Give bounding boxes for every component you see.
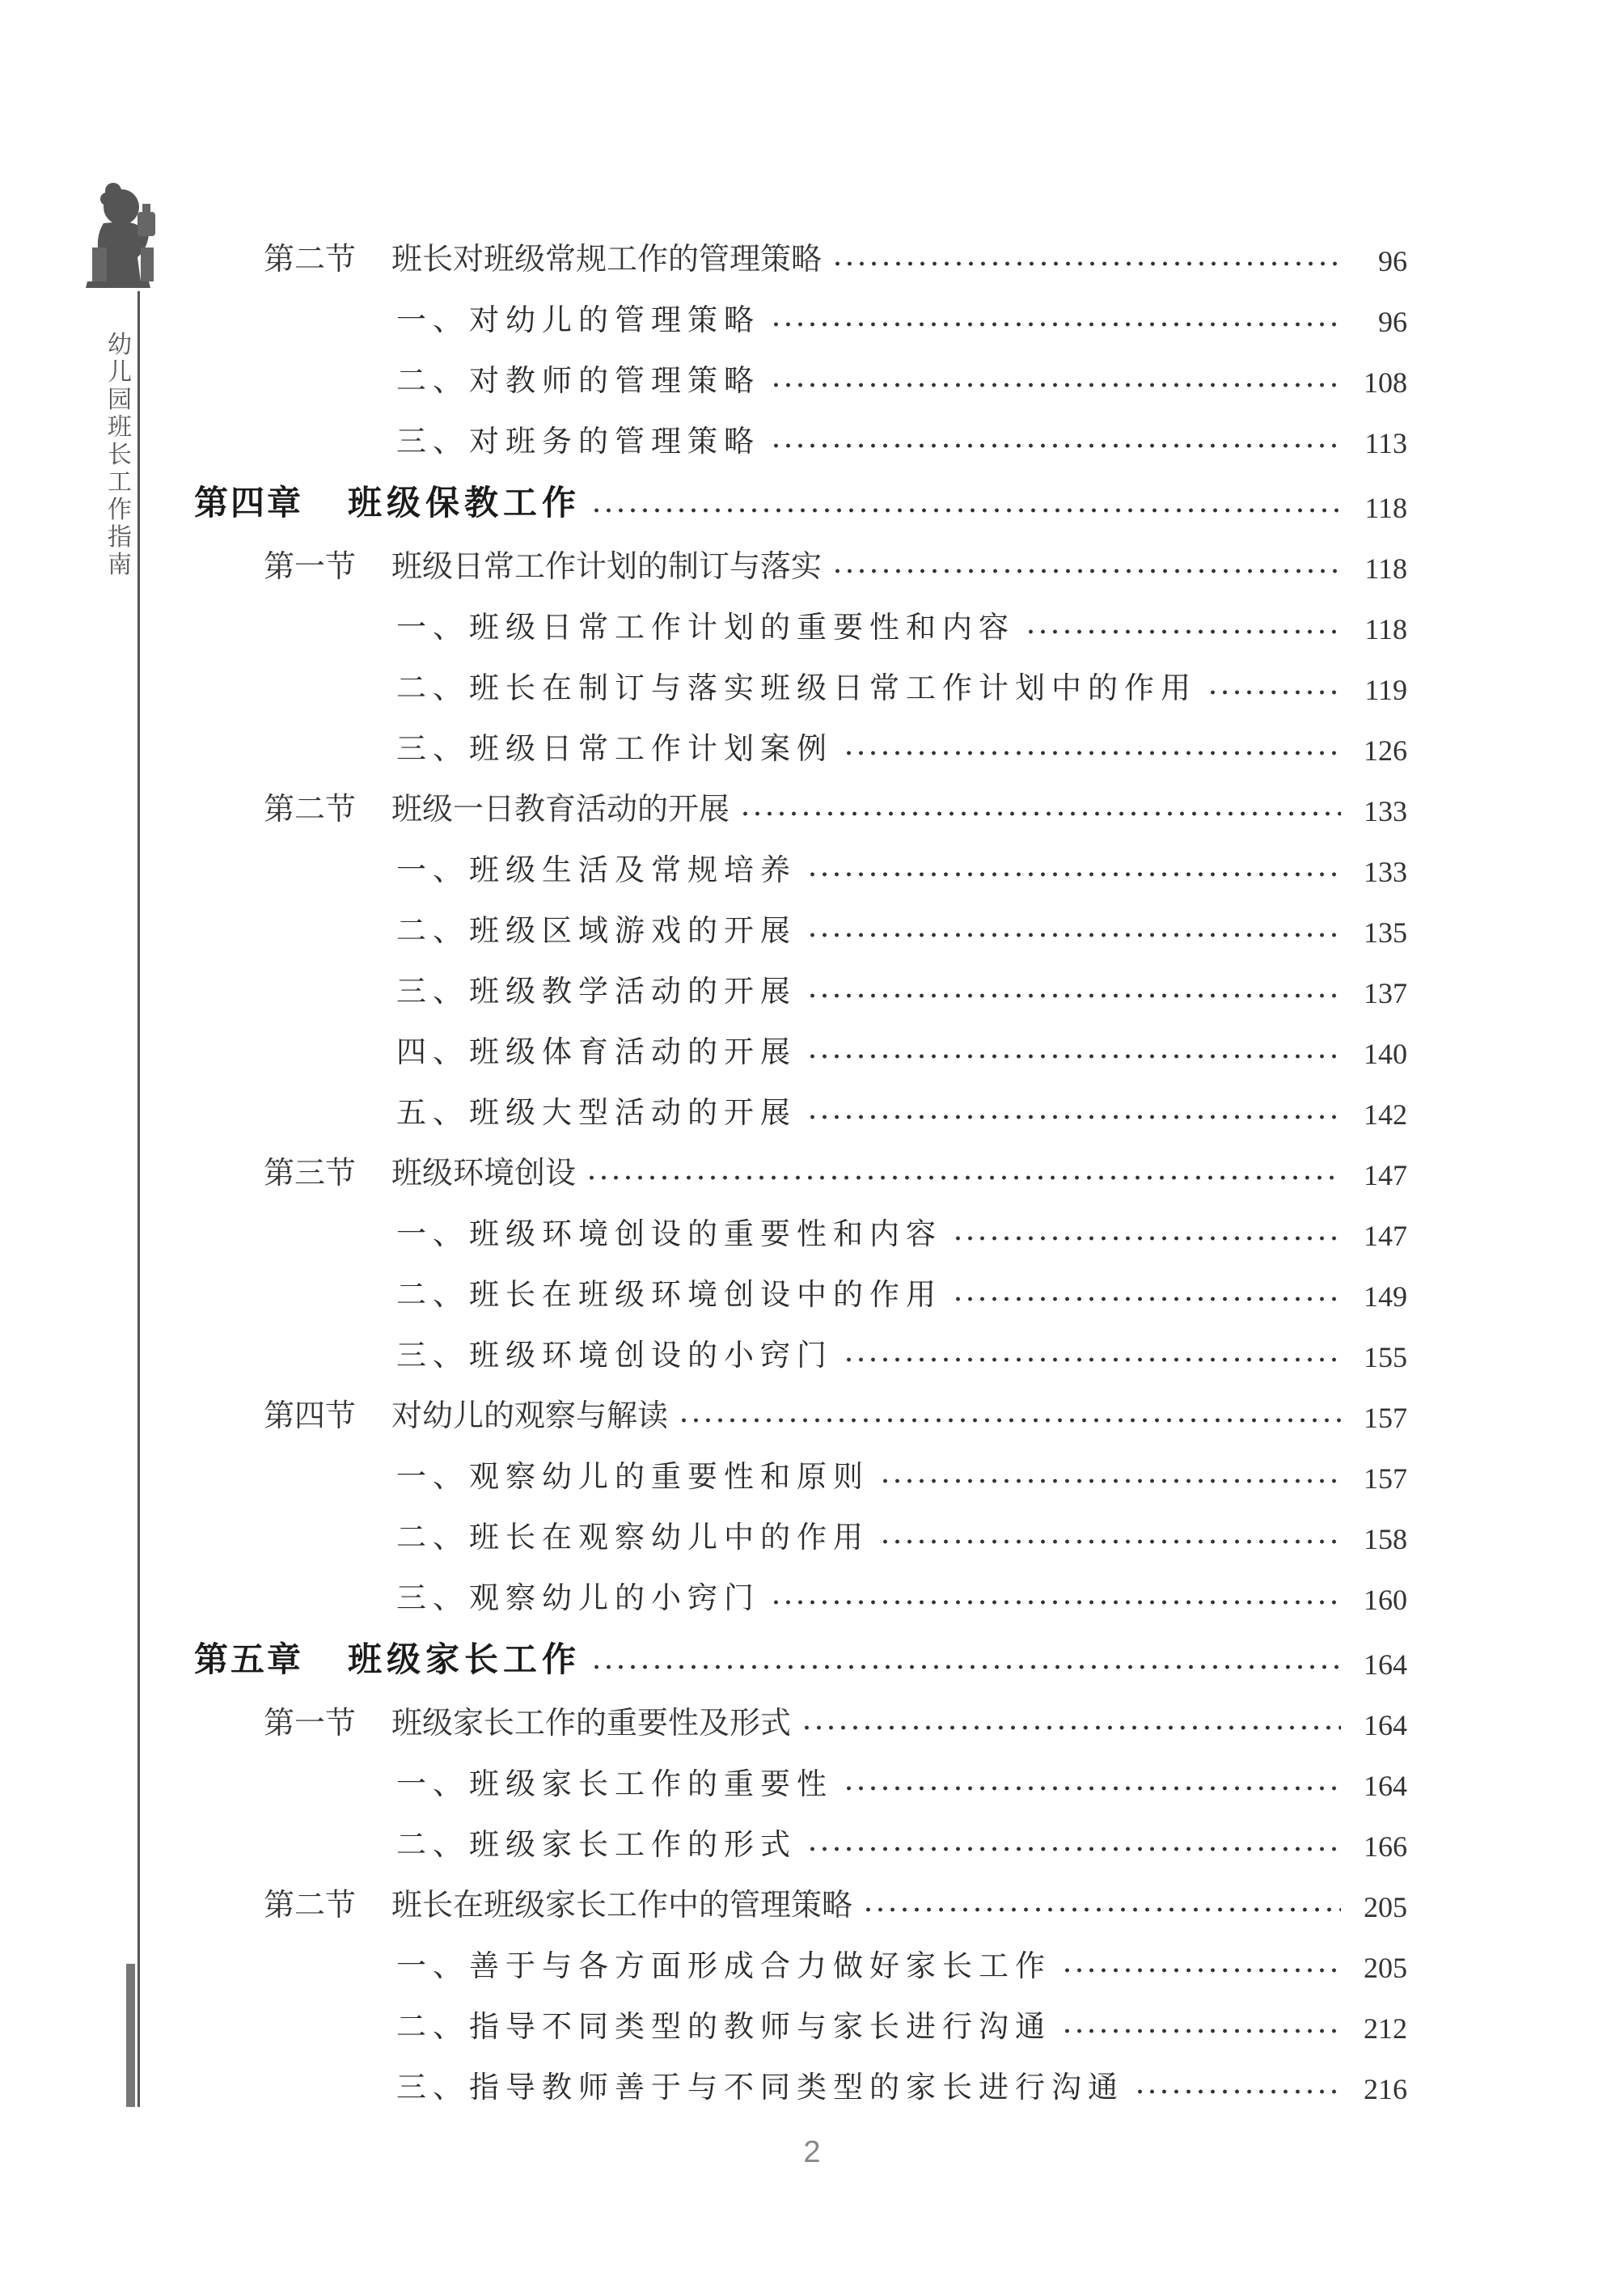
page-ref: 164: [1364, 1770, 1407, 1802]
dot-leader: [586, 1174, 1341, 1182]
book-title-char: 作: [108, 497, 132, 523]
page-number: 2: [803, 2135, 821, 2169]
dot-leader: [831, 260, 1341, 268]
item-title: 三、班级环境创设的小窍门: [396, 1338, 833, 1373]
section-title: 班级家长工作的重要性及形式: [391, 1705, 792, 1741]
section-entry[interactable]: [264, 1879, 1407, 1924]
page-ref: 119: [1364, 674, 1407, 706]
page-ref: 135: [1364, 916, 1407, 949]
chapter-entry[interactable]: [194, 1636, 1407, 1682]
page-ref: 147: [1364, 1220, 1407, 1252]
page-ref: 205: [1364, 1952, 1407, 1984]
dot-leader: [590, 1663, 1341, 1671]
dot-leader: [952, 1295, 1341, 1303]
item-entry[interactable]: [396, 2000, 1407, 2046]
item-entry[interactable]: [396, 1511, 1407, 1556]
item-title: 二、班长在制订与落实班级日常工作计划中的作用: [396, 671, 1197, 705]
page-ref: 157: [1364, 1402, 1407, 1434]
section-entry[interactable]: [264, 1147, 1407, 1192]
item-title: 三、对班务的管理策略: [396, 424, 760, 459]
page-ref: 96: [1378, 306, 1407, 338]
item-title: 一、班级生活及常规培养: [396, 852, 797, 887]
section-entry[interactable]: [264, 1390, 1407, 1435]
section-label: 第二节: [264, 241, 357, 277]
section-label: 第一节: [264, 548, 357, 584]
item-entry[interactable]: [396, 722, 1407, 768]
item-title: 三、观察幼儿的小窍门: [396, 1580, 760, 1615]
page-ref: 212: [1364, 2012, 1407, 2045]
dot-leader: [806, 1113, 1341, 1121]
section-title: 班长对班级常规工作的管理策略: [391, 241, 823, 277]
item-entry[interactable]: [396, 1208, 1407, 1253]
item-title: 一、班级环境创设的重要性和内容: [396, 1216, 942, 1251]
item-title: 二、班长在观察幼儿中的作用: [396, 1520, 869, 1555]
page-ref: 140: [1364, 1038, 1407, 1070]
page-ref: 164: [1364, 1709, 1407, 1741]
item-title: 二、对教师的管理策略: [396, 363, 760, 398]
item-title: 二、班级区域游戏的开展: [396, 913, 797, 948]
dot-leader: [1134, 2088, 1341, 2096]
book-title-char: 长: [108, 442, 132, 468]
section-label: 第一节: [264, 1705, 357, 1741]
dot-leader: [770, 381, 1341, 389]
dot-leader: [843, 749, 1341, 757]
chapter-title: 班级家长工作: [348, 1639, 582, 1679]
dot-leader: [1025, 628, 1341, 636]
item-title: 三、班级教学活动的开展: [396, 974, 797, 1009]
page-ref: 149: [1364, 1280, 1407, 1313]
page-ref: 108: [1364, 366, 1407, 399]
item-title: 二、班长在班级环境创设中的作用: [396, 1277, 942, 1312]
item-title: 一、善于与各方面形成合力做好家长工作: [396, 1948, 1051, 1983]
item-entry[interactable]: [396, 1572, 1407, 1617]
item-title: 一、观察幼儿的重要性和原则: [396, 1459, 869, 1494]
section-title: 班级环境创设: [391, 1155, 577, 1191]
item-entry[interactable]: [396, 1086, 1407, 1132]
item-title: 三、指导教师善于与不同类型的家长进行沟通: [396, 2070, 1124, 2105]
book-title-char: 幼: [108, 332, 132, 358]
item-title: 二、指导不同类型的教师与家长进行沟通: [396, 2009, 1051, 2044]
section-label: 第二节: [264, 1887, 357, 1923]
item-title: 四、班级体育活动的开展: [396, 1034, 797, 1069]
dot-leader: [806, 1845, 1341, 1853]
item-title: 一、对幼儿的管理策略: [396, 302, 760, 337]
dot-leader: [843, 1356, 1341, 1364]
item-title: 二、班级家长工作的形式: [396, 1827, 797, 1862]
section-entry[interactable]: [264, 783, 1407, 828]
dot-leader: [952, 1234, 1341, 1242]
item-entry[interactable]: [396, 601, 1407, 646]
dot-leader: [1061, 1966, 1341, 1974]
chapter-label: 第四章: [194, 483, 304, 522]
page-ref: 142: [1364, 1098, 1407, 1131]
item-title: 三、班级日常工作计划案例: [396, 731, 833, 766]
item-entry[interactable]: [396, 1450, 1407, 1496]
page-ref: 96: [1378, 245, 1407, 277]
dot-leader: [806, 1052, 1341, 1060]
page-ref: 205: [1364, 1891, 1407, 1923]
page-ref: 118: [1364, 552, 1407, 585]
section-title: 对幼儿的观察与解读: [391, 1398, 669, 1433]
book-title-char: 工: [108, 469, 132, 496]
chapter-entry[interactable]: [194, 480, 1407, 525]
item-entry[interactable]: [396, 662, 1407, 707]
chapter-label: 第五章: [194, 1639, 304, 1679]
book-title-char: 南: [108, 552, 132, 578]
section-label: 第三节: [264, 1155, 357, 1191]
dot-leader: [879, 1477, 1341, 1485]
section-title: 班级一日教育活动的开展: [391, 791, 730, 827]
item-entry[interactable]: [396, 294, 1407, 339]
section-title: 班级日常工作计划的制订与落实: [391, 548, 823, 584]
item-entry[interactable]: [396, 1940, 1407, 1985]
item-entry[interactable]: [396, 415, 1407, 460]
dot-leader: [1061, 2027, 1341, 2035]
dot-leader: [831, 567, 1341, 575]
dot-leader: [770, 320, 1341, 328]
dot-leader: [806, 931, 1341, 939]
section-label: 第四节: [264, 1398, 357, 1433]
page-ref: 160: [1364, 1584, 1407, 1616]
page-ref: 166: [1364, 1830, 1407, 1863]
item-title: 五、班级大型活动的开展: [396, 1095, 797, 1130]
item-entry[interactable]: [396, 1818, 1407, 1864]
dot-leader: [770, 442, 1341, 450]
item-entry[interactable]: [396, 354, 1407, 400]
page-ref: 133: [1364, 856, 1407, 888]
page-ref: 157: [1364, 1462, 1407, 1495]
page-ref: 137: [1364, 977, 1407, 1009]
page-ref: 126: [1364, 734, 1407, 767]
book-title-char: 园: [108, 387, 132, 413]
chapter-title: 班级保教工作: [348, 483, 582, 522]
page-ref: 147: [1364, 1159, 1407, 1191]
item-entry[interactable]: [396, 1758, 1407, 1803]
page-ref: 133: [1364, 795, 1407, 827]
section-entry[interactable]: [264, 1697, 1407, 1742]
book-title-char: 儿: [108, 359, 132, 386]
page-ref: 118: [1364, 492, 1407, 524]
dot-leader: [862, 1906, 1341, 1914]
dot-leader: [678, 1416, 1341, 1424]
dot-leader: [806, 870, 1341, 878]
item-title: 一、班级家长工作的重要性: [396, 1766, 833, 1801]
dot-leader: [739, 810, 1341, 818]
page-ref: 216: [1364, 2073, 1407, 2105]
item-entry[interactable]: [396, 904, 1407, 950]
dot-leader: [879, 1538, 1341, 1546]
section-entry[interactable]: [264, 540, 1407, 586]
item-entry[interactable]: [396, 1268, 1407, 1314]
book-title-char: 指: [108, 524, 132, 551]
item-entry[interactable]: [396, 1026, 1407, 1071]
item-entry[interactable]: [396, 1329, 1407, 1374]
dot-leader: [590, 506, 1341, 514]
dot-leader: [806, 992, 1341, 1000]
section-title: 班长在班级家长工作中的管理策略: [391, 1887, 853, 1923]
page-ref: 118: [1364, 613, 1407, 645]
item-title: 一、班级日常工作计划的重要性和内容: [396, 610, 1015, 645]
item-entry[interactable]: [396, 965, 1407, 1010]
dot-leader: [843, 1784, 1341, 1792]
dot-leader: [801, 1724, 1341, 1732]
item-entry[interactable]: [396, 844, 1407, 889]
section-entry[interactable]: [264, 233, 1407, 278]
page-ref: 155: [1364, 1341, 1407, 1373]
book-title-char: 班: [108, 414, 132, 441]
dot-leader: [770, 1598, 1341, 1606]
page-ref: 113: [1364, 427, 1407, 459]
dot-leader: [1207, 688, 1341, 696]
section-label: 第二节: [264, 791, 357, 827]
page-ref: 164: [1364, 1648, 1407, 1681]
page-ref: 158: [1364, 1523, 1407, 1555]
item-entry[interactable]: [396, 2061, 1407, 2106]
